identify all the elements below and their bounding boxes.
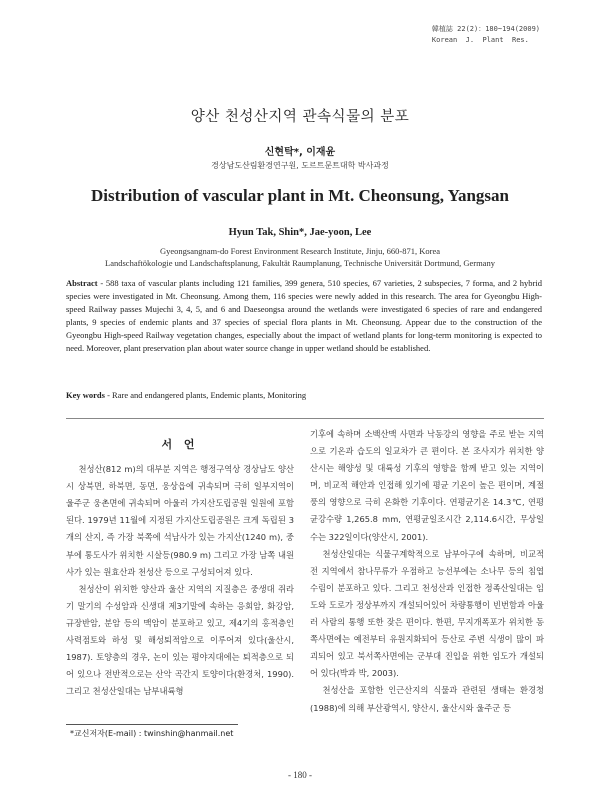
body-paragraph: 기후에 속하며 소백산맥 사면과 낙동강의 영향을 주로 받는 지역으로 기온과 습도의 일교차가 큰 편이다. 본 조사지가 위치한 양산시는 해양성 및 대륙성 기후의 영향을 함께 받고 있는 지역이며, 비교적 해안과 인접해 있기에 평균 기온이 높은 편이며, 계절풍의 영향으로 극히 온화한 기후이다. 연평균기온 14.3℃, 연평균강수량 1,265.8 mm, 연평균일조시간 2,114.6시간, 무상일수는 322일이다(양산시, 2001). xyxy=(310,429,544,542)
authors-korean: 신현탁*, 이재윤 xyxy=(264,147,336,158)
affiliation-english xyxy=(0,245,600,269)
left-column xyxy=(66,430,294,700)
page-title-english: Distribution of vascular plant in Mt. Cheonsung, Yangsan xyxy=(90,186,509,205)
journal-citation xyxy=(432,24,540,46)
footnote-divider xyxy=(66,724,238,725)
body-paragraph: 천성산일대는 식물구계학적으로 남부아구에 속하며, 비교적 전 지역에서 참나무류가 우점하고 능선부에는 소나무 등의 침엽수림이 분포하고 있다. 그리고 천성산과 인접한 정족산일대는 임도와 도로가 정상부까지 개설되어있어 차량통행이 빈번함과 아울러 사람의 통행 또한 잦은 편이다. 한편, 무지개폭포가 위치한 동쪽사면에는 예전부터 유원지화되어 등산로 주변 식생이 많이 파괴되어 있고 북서쪽사면에는 군부대 진입을 위한 임도가 개설되어 있다(박과 박, 2003). xyxy=(310,548,544,679)
footnote-corresponding-author: *교신저자(E-mail) : twinshin@hanmail.net xyxy=(70,729,234,738)
abstract-text: - 588 taxa of vascular plants including 121 families, 399 genera, 510 species, 67 varieties, 2 subspecies, 7 forma, and 2 hybrid species were investigated in Mt. Cheonsung. Among them, 116 species were newly added in this research. The area for Gyeongbu High-speed Railway passes Mujechi 3, 4, 5, and 6 and Daeseongsa around the wetlands were investigated 6 species of rare and endangered plants, 9 species of endemic plants and 37 species of special flora plants in Mt. Cheonsung. Appear due to the construction of the Gyeongbu High-speed Railway vegetation changes, especially about the impact of wetland plants for long-term monitoring is expected to need. Moreover, plant preservation plan about water source change in upper wetland should be established. xyxy=(66,278,542,353)
affiliation-english-2: Landschaftökologie und Landschaftsplanung, Fakultät Raumplanung, Technische Universität Dortmund, Germany xyxy=(105,258,495,268)
page-number: - 180 - xyxy=(288,770,312,780)
journal-volume: 韓植誌 22(2)：180~194(2009) xyxy=(431,25,540,33)
keywords xyxy=(66,390,542,400)
affiliation-korean: 경상남도산림환경연구원, 도르트문트대학 박사과정 xyxy=(211,161,389,170)
body-paragraph: 천성산을 포함한 인근산지의 식물과 관련된 생태는 환경청(1988)에 의해 부산광역시, 양산시, 울산시와 울주군 등 xyxy=(310,685,544,713)
abstract-label: Abstract xyxy=(66,278,98,288)
keywords-label: Key words xyxy=(66,390,105,400)
body-paragraph: 천성산(812 m)의 대부분 지역은 행정구역상 경상남도 양산시 상북면, 하북면, 동면, 웅상읍에 귀속되며 극히 일부지역이 울주군 웅촌면에 귀속되며 아울러 가지산도립공원 일원에 포함된다. 1979년 11월에 지정된 가지산도립공원은 크게 독립된 3개의 산지, 즉 가장 북쪽에 석남사가 있는 가지산(1240 m), 중부에 통도사가 위치한 시살등(980.9 m) 그리고 가장 남쪽 내원사가 있는 원효산과 천성산 등으로 구성되어져 있다. xyxy=(66,464,294,577)
authors-english: Hyun Tak, Shin*, Jae-yoon, Lee xyxy=(228,227,372,238)
right-column xyxy=(310,426,544,717)
page-title-korean: 양산 천성산지역 관속식물의 분포 xyxy=(190,109,410,125)
abstract xyxy=(66,277,542,355)
section-divider xyxy=(66,418,544,419)
keywords-text: - Rare and endangered plants, Endemic plants, Monitoring xyxy=(104,390,307,400)
journal-name: Korean J. Plant Res. xyxy=(431,36,529,44)
section-heading: 서 언 xyxy=(161,438,199,451)
body-paragraph: 천성산이 위치한 양산과 울산 지역의 지질층은 중생대 쥐라기 말기의 수성암과 신생대 제3기말에 속하는 응회암, 화강암, 규장반암, 분암 등의 맥암이 분포하고 있고, 제4기의 홍적층인 사력점토와 하성 및 해성퇴적암으로 이루어져 있다(울산시, 1987). 토양층의 경우, 논이 있는 평야지대에는 퇴적층으로 되어 있으나 전반적으로는 산악 곡간지 토양이다(환경처, 1990). 그리고 천성산일대는 남부내륙형 xyxy=(66,583,294,697)
affiliation-english-1: Gyeongsangnam-do Forest Environment Research Institute, Jinju, 660-871, Korea xyxy=(160,246,440,256)
